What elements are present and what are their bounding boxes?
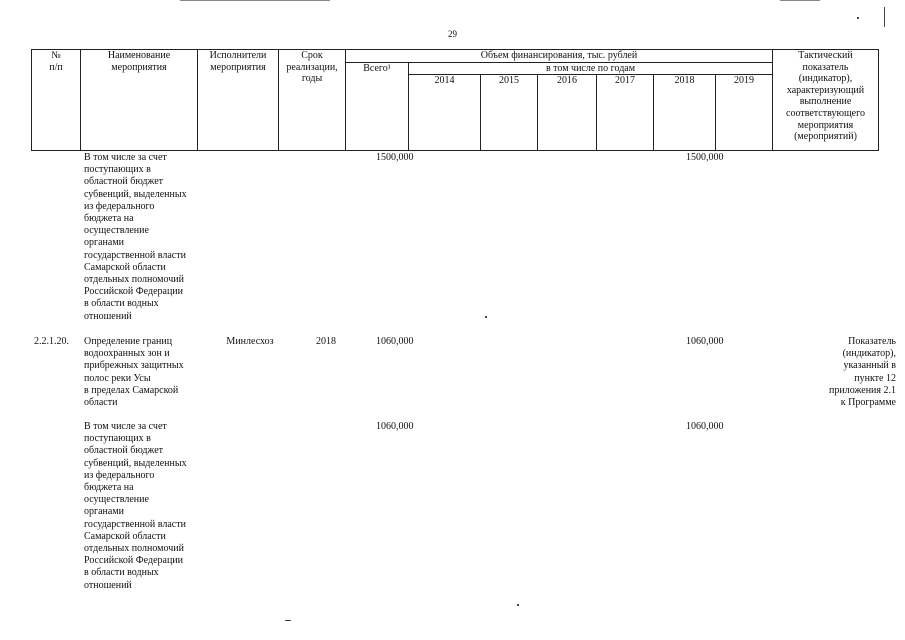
scan-noise <box>485 316 487 318</box>
header-term: Срок реализации, годы <box>279 50 346 151</box>
scan-noise <box>285 620 291 621</box>
scan-noise <box>857 17 859 19</box>
row-num: 2.2.1.20. <box>34 336 69 347</box>
header-name: Наименование мероприятия <box>81 50 198 151</box>
header-year: 2017 <box>597 75 654 151</box>
page-number: 29 <box>448 29 457 39</box>
row-2018: 1500,000 <box>686 152 724 163</box>
scan-noise <box>180 0 330 1</box>
row-2018: 1060,000 <box>686 421 724 432</box>
header-total: Всего¹ <box>346 62 409 151</box>
header-year: 2018 <box>654 75 716 151</box>
row-indicator: Показатель (индикатор), указанный в пункте 12 приложения 2.1 к Программе <box>829 336 896 409</box>
row-total: 1060,000 <box>376 421 414 432</box>
header-year: 2014 <box>409 75 481 151</box>
header-executors: Исполнители мероприятия <box>198 50 279 151</box>
row-total: 1500,000 <box>376 152 414 163</box>
header-year: 2016 <box>538 75 597 151</box>
header-indicator: Тактический показатель (индикатор), характеризующий выполнение соответствующего мероприятия (мероприятий) <box>773 50 879 151</box>
row-name: Определение границ водоохранных зон и прибрежных защитных полос реки Усы в пределах Самарской области <box>84 336 184 409</box>
row-term: 2018 <box>316 336 336 347</box>
row-executor: Минлесхоз <box>226 336 274 347</box>
scan-noise <box>884 7 885 27</box>
header-by-years: в том числе по годам <box>409 62 773 75</box>
table-header <box>31 49 879 151</box>
scan-noise <box>780 0 820 1</box>
row-total: 1060,000 <box>376 336 414 347</box>
header-year: 2015 <box>481 75 538 151</box>
header-year: 2019 <box>716 75 773 151</box>
row-2018: 1060,000 <box>686 336 724 347</box>
row-name: В том числе за счет поступающих в областной бюджет субвенций, выделенных из федерального бюджета на осуществление органами государственной власти Самарской области отдельных полномочий Российской Федерации в области водных отношений <box>84 421 187 591</box>
header-num: № п/п <box>32 50 81 151</box>
row-name: В том числе за счет поступающих в областной бюджет субвенций, выделенных из федерального бюджета на осуществление органами государственной власти Самарской области отдельных полномочий Российской Федерации в области водных отношений <box>84 152 187 322</box>
scan-noise <box>517 604 519 606</box>
header-funding: Объем финансирования, тыс. рублей <box>346 50 773 63</box>
